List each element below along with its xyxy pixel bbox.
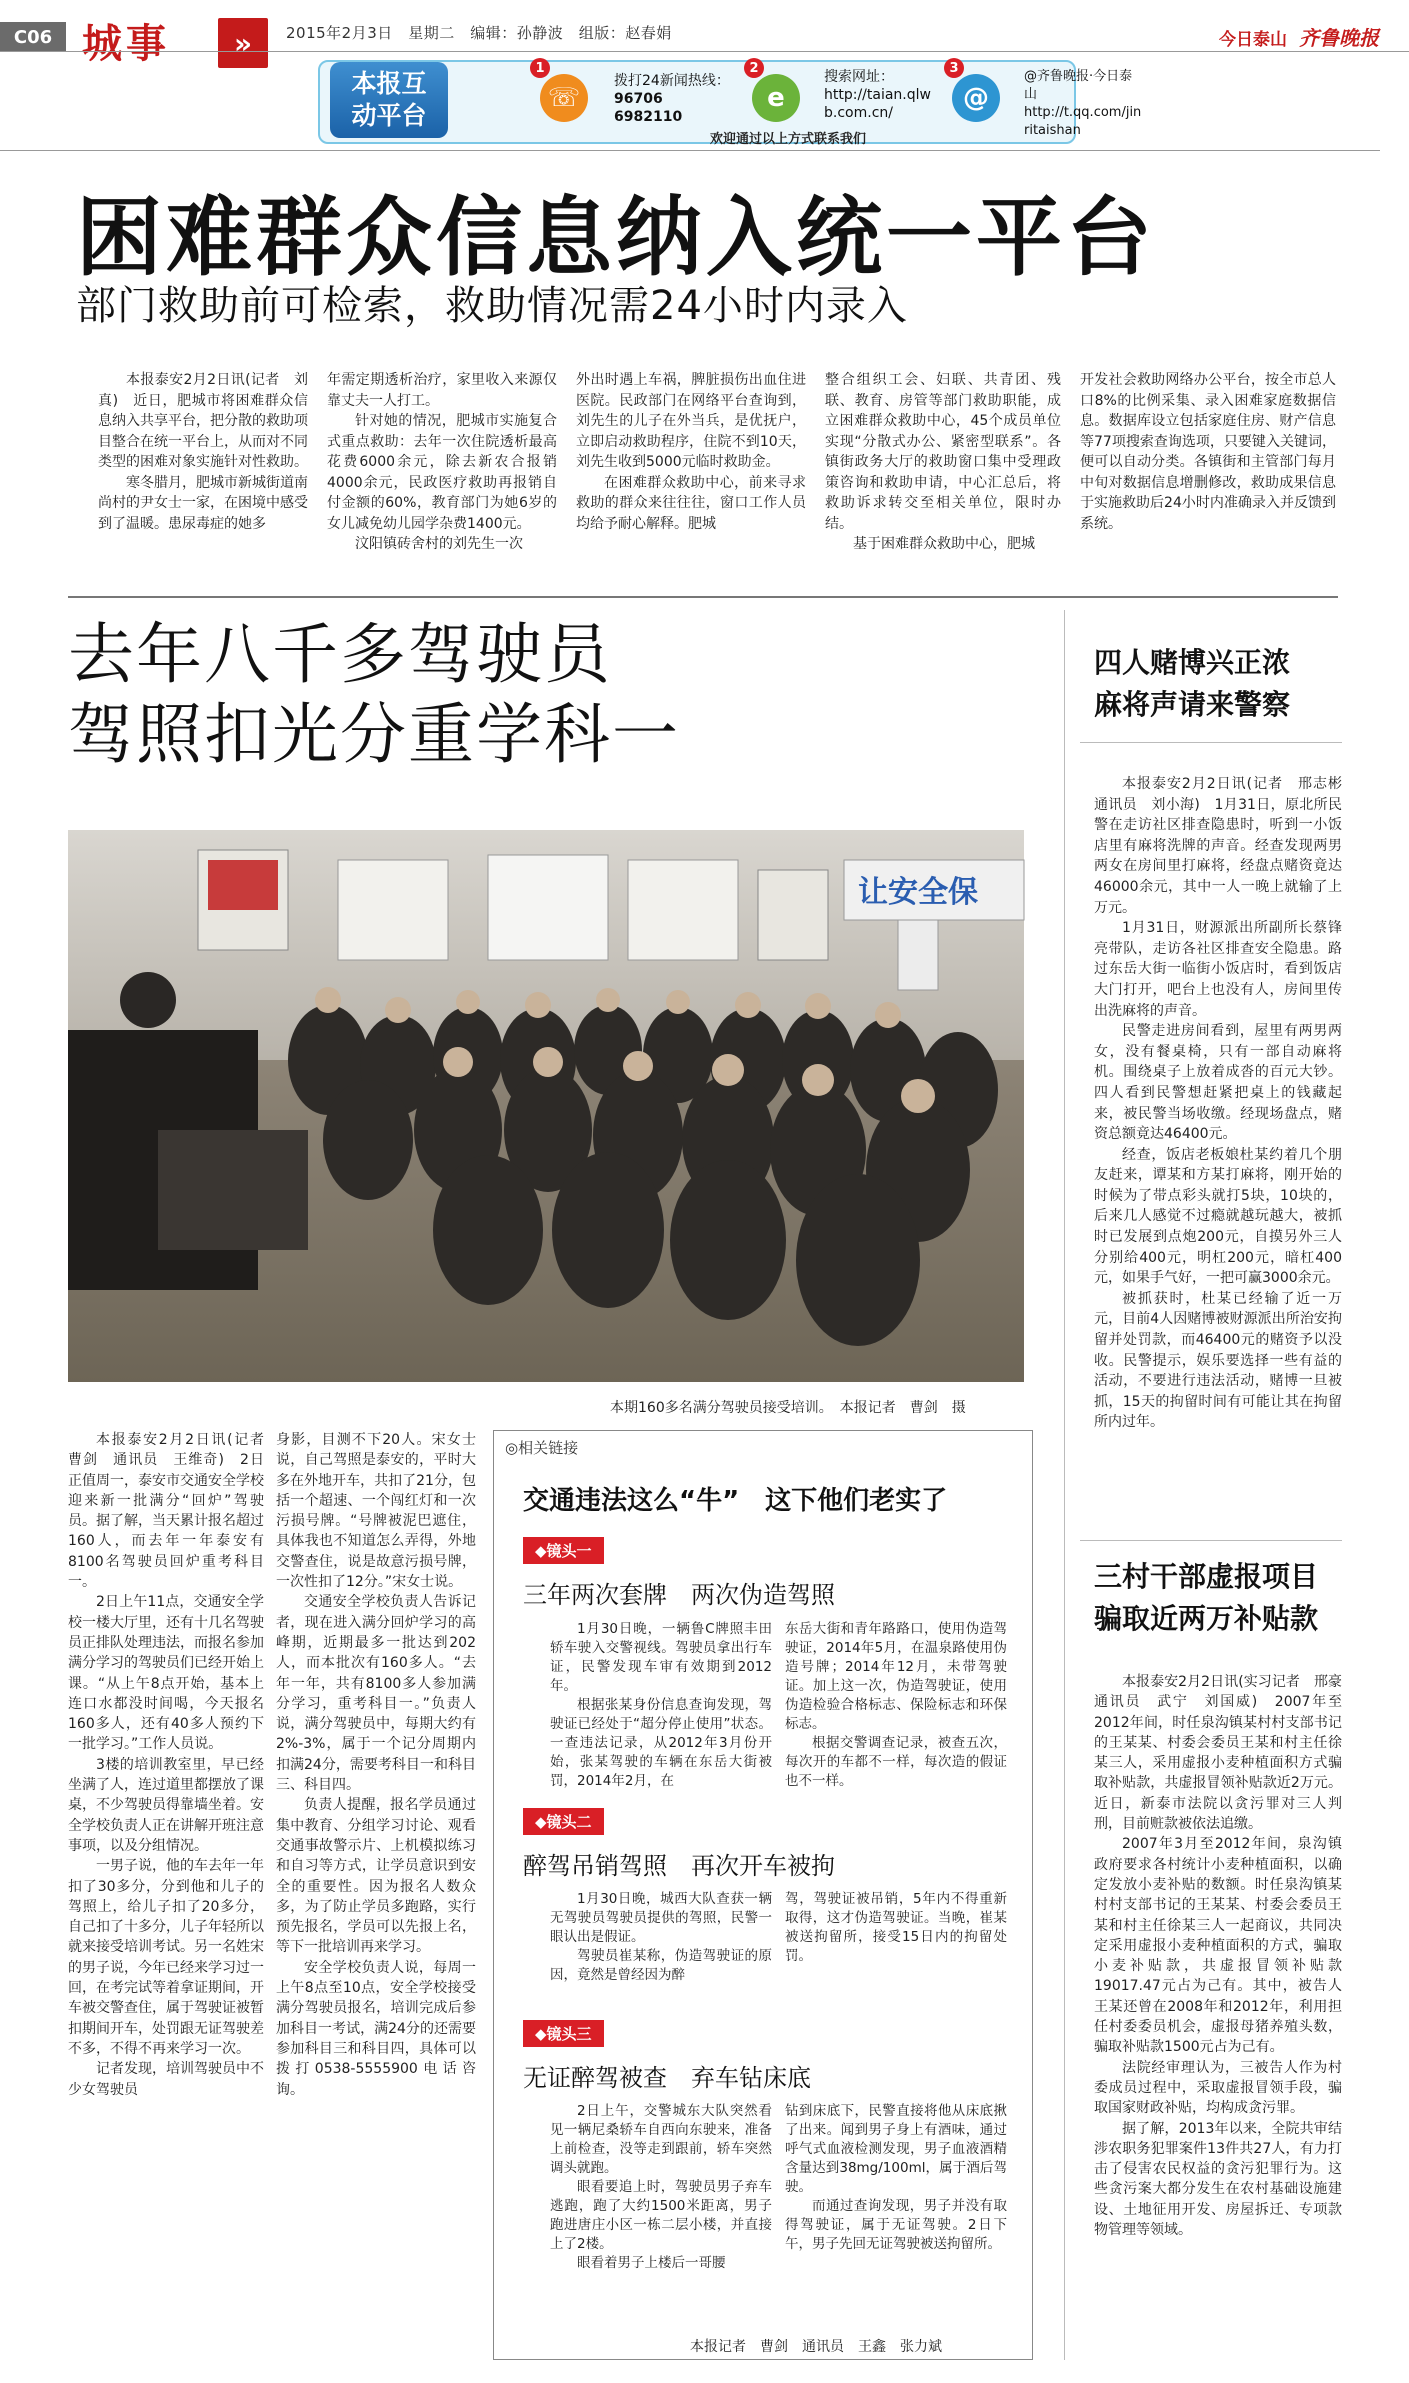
article1-paragraph: 本报泰安2月2日讯(记者 刘真) 近日，肥城市将困难群众信息纳入共享平台，把分散的救助项目整合在统一平台上，从而对不同类型的困难对象实施针对性救助。 <box>98 372 308 470</box>
sidebar1-body <box>1094 774 1356 1518</box>
article2-paragraph: 记者发现，培训驾驶员中不少女驾驶员 <box>68 2061 264 2098</box>
article1-column-4 <box>825 370 1061 580</box>
article2-paragraph: 交通安全学校负责人告诉记者，现在进入满分回炉学习的高峰期，近期最多一批达到202人，而本批次有160多人。“去年一年，共有8100多人参加满分学习，重考科目一。”负责人说，满分驾驶员中，每期大约有2%-3%，属于一个记分周期内扣满24分，需要考科目一和科目三、科目四。 <box>276 1594 476 1794</box>
sidebar2-body <box>1094 1672 1356 2362</box>
hotline-label: 拨打24新闻热线： <box>614 73 730 89</box>
article1-column-5 <box>1080 370 1336 580</box>
case-2-column-1 <box>550 1890 772 2010</box>
interactive-item-weibo <box>1024 68 1144 140</box>
section-title: 城事 <box>82 20 170 67</box>
article1-column-1 <box>98 370 308 580</box>
article1-headline: 困难群众信息纳入统一平台 <box>76 187 1156 288</box>
weibo-value[interactable]: http://t.qq.com/jinritaishan <box>1024 105 1142 138</box>
case-paragraph: 根据张某身份信息查询发现，驾驶证已经处于“超分停止使用”状态。一查违法记录，从2012年3月份开始，张某驾驶的车辆在东岳大街被罚，2014年2月，在 <box>550 1697 772 1789</box>
article2-paragraph: 负责人提醒，报名学员通过集中教育、分组学习讨论、观看交通事故警示片、上机模拟练习和自习等方式，让学员意识到安全的重要性。因为报名人数众多，为了防止学员多跑路，实行预先报名，学员可以先报上名，等下一批培训再来学习。 <box>276 1797 476 1956</box>
case-paragraph: 1月30日晚，一辆鲁C牌照丰田轿车驶入交警视线。驾驶员拿出行车证，民警发现车审有效期到2012年。 <box>550 1621 772 1694</box>
issue-meta: 2015年2月3日 星期二 编辑：孙静波 组版：赵春娟 <box>286 24 672 42</box>
brand-name: 齐鲁晚报 <box>1299 26 1379 50</box>
interactive-title-line2: 动平台 <box>351 101 427 130</box>
article2-paragraph: 2日上午11点，交通安全学校一楼大厅里，还有十几名驾驶员正排队处理违法，而报名参加满分学习的驾驶员们已经开始上课。“从上午8点开始，基本上连口水都没时间喝，今天报名160多人，还有40多人预约下一批学习。”工作人员说。 <box>68 1594 264 1753</box>
article2-paragraph: 3楼的培训教室里，早已经坐满了人，连过道里都摆放了课桌，不少驾驶员得靠墙坐着。安全学校负责人正在讲解开班注意事项，以及分组情况。 <box>68 1756 264 1854</box>
interactive-title-line1: 本报互 <box>351 69 427 98</box>
page-code: C06 <box>0 22 66 52</box>
brand <box>1219 22 1379 51</box>
related-byline: 本报记者 曹剑 通讯员 王鑫 张力斌 <box>690 2339 942 2355</box>
case-title: 醉驾吊销驾照 再次开车被拘 <box>523 1852 835 1880</box>
case-title: 三年两次套牌 两次伪造驾照 <box>523 1581 835 1609</box>
article1-paragraph: 汶阳镇砖舍村的刘先生一次 <box>355 536 523 552</box>
case-1 <box>523 1537 604 1564</box>
case-flag: ◆镜头三 <box>523 2020 604 2047</box>
article1-paragraph: 开发社会救助网络办公平台，按全市总人口8%的比例采集、录入困难家庭数据信息。数据库设立包括家庭住房、财产信息等77项搜索查询选项，只要键入关键词，便可以自动分类。各镇街和主管部门每月中旬对数据信息增删修改，救助成果信息于实施救助后24小时内准确录入并反馈到系统。 <box>1080 372 1336 532</box>
article2-paragraph: 安全学校负责人说，每周一上午8点至10点，安全学校接受满分驾驶员报名，培训完成后参加科目一考试，满24分的还需要参加科目三和科目四，具体可以拨打0538-5555900电话咨询。 <box>276 1959 476 2098</box>
sidebar2-paragraph: 法院经审理认为，三被告人作为村委成员过程中，采取虚报冒领手段，骗取国家财政补贴，均构成贪污罪。 <box>1094 2059 1342 2117</box>
case-paragraph: 眼看要追上时，驾驶员男子弃车逃跑，跑了大约1500米距离，男子跑进唐庄小区一栋二层小楼，并直接上了2楼。 <box>550 2179 772 2252</box>
sidebar1-headline-line2: 麻将声请来警察 <box>1094 688 1291 721</box>
article2-headline-line1: 去年八千多驾驶员 <box>68 616 612 693</box>
article2-column-2 <box>276 1430 476 2360</box>
article1-paragraph: 整合组织工会、妇联、共青团、残联、教育、房管等部门救助职能，成立困难群众救助中心，45个成员单位实现“分散式办公、紧密型联系”。各镇街政务大厅的救助窗口集中受理政策咨询和救助申请，中心汇总后，将救助诉求转交至相关单位，限时办结。 <box>825 372 1061 532</box>
article1-subheadline: 部门救助前可检索，救助情况需24小时内录入 <box>76 283 908 329</box>
article2-paragraph: 身影，目测不下20人。宋女士说，自己驾照是泰安的，平时大多在外地开车，共扣了21分，包括一个超速、一个闯红灯和一次污损号牌。“号牌被泥巴遮住，具体我也不知道怎么弄得，外地交警查住，说是故意污损号牌，一次性扣了12分。”宋女士说。 <box>276 1432 476 1591</box>
case-paragraph: 而通过查询发现，男子并没有取得驾驶证，属于无证驾驶。2日下午，男子先回无证驾驶被送拘留所。 <box>785 2198 1007 2252</box>
article2-column-1 <box>68 1430 278 2360</box>
training-classroom-photo <box>68 830 1024 1382</box>
case-paragraph: 驾，驾驶证被吊销，5年内不得重新取得，这才伪造驾驶证。当晚，崔某被送拘留所，接受15日内的拘留处罚。 <box>785 1891 1007 1964</box>
interactive-item-number: 2 <box>744 58 764 78</box>
article2-paragraph: 本报泰安2月2日讯(记者 曹剑 通讯员 王维奇) 2日正值周一，泰安市交通安全学校迎来新一批满分“回炉”驾驶员。据了解，当天累计报名超过160人，而去年一年泰安有8100名驾驶员回炉重考科目一。 <box>68 1432 278 1591</box>
case-paragraph: 钻到床底下，民警直接将他从床底揪了出来。闻到男子身上有酒味，通过呼气式血液检测发现，男子血液酒精含量达到38mg/100ml，属于酒后驾驶。 <box>785 2103 1007 2195</box>
case-1-column-1 <box>550 1620 772 1798</box>
sidebar2-headline <box>1094 1556 1318 1640</box>
sidebar1-headline-line1: 四人赌博兴正浓 <box>1094 646 1291 679</box>
classroom-photo-image <box>68 830 1024 1382</box>
browser-e-icon[interactable]: e <box>752 74 800 122</box>
article1-column-3 <box>576 370 806 580</box>
article1-paragraph: 年需定期透析治疗，家里收入来源仅靠丈夫一人打工。 <box>327 372 557 409</box>
case-1-column-2 <box>785 1620 1007 1798</box>
photo-banner-sign: 让安全保 <box>858 875 978 910</box>
weibo-icon[interactable]: @ <box>952 74 1000 122</box>
section-arrow-icon: » <box>218 18 268 68</box>
sidebar1-paragraph: 被抓获时，杜某已经输了近一万元，目前4人因赌博被财源派出所治安拘留并处罚款，而46400元的赌资予以没收。民警提示，娱乐要选择一些有益的活动，不要进行违法活动，赌博一旦被抓，15天的拘留时间有可能让其在拘留所内过年。 <box>1094 1290 1342 1431</box>
case-paragraph: 1月30日晚，城西大队查获一辆无驾驶员驾驶员提供的驾照，民警一眼认出是假证。 <box>550 1891 772 1945</box>
sidebar2-headline-line1: 三村干部虚报项目 <box>1094 1560 1319 1593</box>
interactive-item-website <box>824 68 944 122</box>
website-value[interactable]: http://taian.qlwb.com.cn/ <box>824 87 931 121</box>
website-label: 搜索网址： <box>824 69 894 85</box>
case-2-column-2 <box>785 1890 1007 2010</box>
weibo-label: @齐鲁晚报·今日泰山 <box>1024 69 1133 102</box>
article1-paragraph: 基于困难群众救助中心，肥城 <box>853 536 1035 552</box>
hotline-value[interactable]: 96706 6982110 <box>614 91 683 125</box>
sidebar1-paragraph: 1月31日，财源派出所副所长蔡锋亮带队，走访各社区排查安全隐患。路过东岳大街一临街小饭店时，看到饭店大门打开，吧台上也没有人，房间里传出洗麻将的声音。 <box>1094 920 1342 1019</box>
sidebar2-paragraph: 据了解，2013年以来，全院共审结涉农职务犯罪案件13件共27人，有力打击了侵害农民权益的贪污犯罪行为。这些贪污案大都分发生在农村基础设施建设、土地征用开发、房屋拆迁、专项款物管理等领域。 <box>1094 2120 1342 2239</box>
article1-paragraph: 针对她的情况，肥城市实施复合式重点救助：去年一次住院透析最高花费6000余元，除去新农合报销4000余元，民政医疗救助再报销自付金额的60%，教育部门为她6岁的女儿减免幼儿园学杂费1400元。 <box>327 413 557 532</box>
case-3 <box>523 2020 604 2047</box>
article2-headline <box>68 615 680 775</box>
related-title: 交通违法这么“牛” 这下他们老实了 <box>523 1486 948 1516</box>
phone-icon[interactable]: ☏ <box>540 74 588 122</box>
case-flag: ◆镜头二 <box>523 1808 604 1835</box>
case-2 <box>523 1808 604 1835</box>
article1-paragraph: 在困难群众救助中心，前来寻求救助的群众来往往往，窗口工作人员均给予耐心解释。肥城 <box>576 474 806 532</box>
case-3-column-1 <box>550 2102 772 2334</box>
case-paragraph: 驾驶员崔某称，伪造驾驶证的原因，竟然是曾经因为醉 <box>550 1948 772 1983</box>
article2-headline-line2: 驾照扣光分重学科一 <box>68 696 680 773</box>
interactive-item-number: 3 <box>944 58 964 78</box>
article1-paragraph: 外出时遇上车祸，脾脏损伤出血住进医院。民政部门在网络平台查询到，刘先生的儿子在外当兵，是优抚户，立即启动救助程序，住院不到10天，刘先生收到5000元临时救助金。 <box>576 372 806 470</box>
article1-paragraph: 寒冬腊月，肥城市新城街道南尚村的尹女士一家，在困境中感受到了温暖。患尿毒症的她多 <box>98 474 308 532</box>
sidebar1-paragraph: 经查，饭店老板娘杜某约着几个朋友赶来，谭某和方某打麻将，刚开始的时候为了带点彩头就打5块，10块的，后来几人感觉不过瘾就越玩越大，被抓时已发展到点炮200元，自摸另外三人分别给400元，明杠200元，暗杠400元，如果手气好，一把可赢3000余元。 <box>1094 1146 1342 1287</box>
interactive-footer: 欢迎通过以上方式联系我们 <box>710 132 867 147</box>
case-flag: ◆镜头一 <box>523 1537 604 1564</box>
interactive-item-hotline <box>614 72 744 126</box>
interactive-title <box>330 62 448 138</box>
interactive-item-number: 1 <box>530 58 550 78</box>
case-paragraph: 根据交警调查记录，被查五次，每次开的车都不一样，每次造的假证也不一样。 <box>785 1735 1007 1789</box>
case-paragraph: 东岳大街和青年路路口，使用伪造驾驶证，2014年5月，在温泉路使用伪造号牌；2014年12月，未带驾驶证。加上这一次，伪造驾驶证，使用伪造检验合格标志、保险标志和环保标志。 <box>785 1621 1007 1732</box>
sidebar2-headline-line2: 骗取近两万补贴款 <box>1094 1602 1319 1635</box>
article2-paragraph: 一男子说，他的车去年一年扣了30多分，分到他和儿子的驾照上，给儿子扣了20多分，自己扣了十多分，儿子年轻所以就来接受培训考试。另一名姓宋的男子说，今年已经来学习过一回，在考完试等着拿证期间，开车被交警查住，属于驾驶证被暂扣期间开车，处罚跟无证驾驶差不多，不得不再来学习一次。 <box>68 1858 264 2057</box>
sidebar1-headline <box>1094 642 1290 726</box>
sidebar1-paragraph: 本报泰安2月2日讯(记者 邢志彬 通讯员 刘小海) 1月31日，原北所民警在走访社区排查隐患时，听到一小饭店里有麻将洗牌的声音。经查发现两男两女在房间里打麻将，经盘点赌资竟达46000余元，其中一人一晚上就输了上万元。 <box>1094 776 1356 916</box>
photo-caption: 本期160多名满分驾驶员接受培训。 本报记者 曹剑 摄 <box>610 1400 966 1416</box>
case-3-column-2 <box>785 2102 1007 2334</box>
sidebar1-paragraph: 民警走进房间看到，屋里有两男两女，没有餐桌椅，只有一部自动麻将机。围绕桌子上放着成沓的百元大钞。四人看到民警想赶紧把桌上的钱藏起来，被民警当场收缴。经现场盘点，赌资总额竟达46400元。 <box>1094 1023 1342 1143</box>
case-title: 无证醉驾被查 弃车钻床底 <box>523 2064 811 2092</box>
case-paragraph: 眼看着男子上楼后一哥腰 <box>577 2255 726 2271</box>
related-tag: ◎相关链接 <box>505 1439 579 1457</box>
sidebar2-paragraph: 2007年3月至2012年间，泉沟镇政府要求各村统计小麦种植面积，以确定发放小麦补贴的数额。时任泉沟镇某村村支部书记的王某某、村委会委员王某和村主任徐某三人一起商议，共同决定采用虚报小麦种植面积的方式，骗取小麦补贴款，共虚报冒领补贴款19017.47元占为己有。其中，被告人王某还曾在2008年和2012年，利用担任村委委员机会，虚报母猪养殖头数，骗取补贴款1500元占为己有。 <box>1094 1836 1342 2056</box>
article1-column-2 <box>327 370 557 580</box>
case-paragraph: 2日上午，交警城东大队突然看见一辆尼桑轿车自西向东驶来，准备上前检查，没等走到跟前，轿车突然调头就跑。 <box>550 2103 772 2176</box>
sidebar2-paragraph: 本报泰安2月2日讯(实习记者 邢豪 通讯员 武宁 刘国威) 2007年至2012年间，时任泉沟镇某村村支部书记的王某某、村委会委员王某和村主任徐某三人，采用虚报小麦种植面积方式骗取补贴款，共虚报冒领补贴款近2万元。近日，新泰市法院以贪污罪对三人判刑，目前赃款被依法追缴。 <box>1094 1674 1356 1833</box>
brand-edition: 今日泰山 <box>1219 30 1287 50</box>
